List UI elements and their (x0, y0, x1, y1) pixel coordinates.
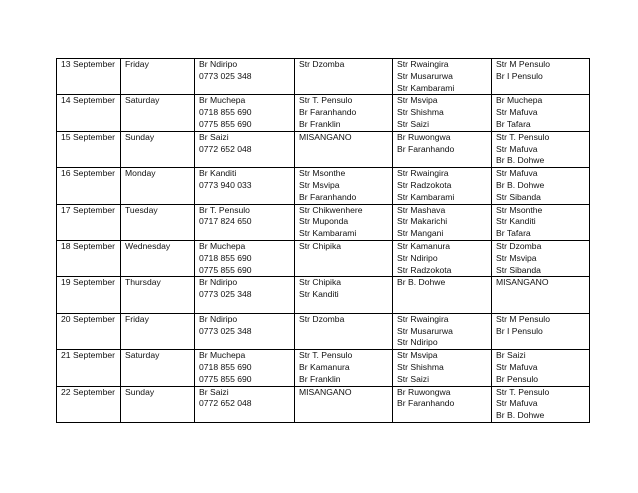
cell-line: Str T. Pensulo (496, 386, 550, 397)
cell-line: Br Ruwongwa (397, 386, 451, 397)
cell-line: Str Msvipa (299, 179, 340, 190)
cell-line: 0718 855 690 (199, 107, 252, 118)
cell-line: Br Ndiripo (199, 313, 238, 324)
cell-line: Br Saizi (199, 131, 229, 142)
table-row (57, 313, 590, 349)
cell-line: Br I Pensulo (496, 325, 543, 336)
cell-line: Br Kamanura (299, 361, 350, 372)
day-cell (121, 313, 195, 349)
cell-line: Str Musarurwa (397, 325, 453, 336)
date-cell (57, 168, 121, 204)
cell-line: Str Kambarami (299, 228, 357, 239)
cell-line: Br I Pensulo (496, 70, 543, 81)
roster-table (56, 58, 590, 423)
cell-line: Str Kamanura (397, 240, 451, 251)
contact-cell (195, 313, 295, 349)
cell-line: Str Saizi (397, 118, 429, 129)
group-b-cell (393, 131, 492, 167)
cell-line: 0773 940 033 (199, 179, 252, 190)
cell-line: Str Kambarami (397, 82, 455, 93)
day-text: Sunday (125, 131, 155, 142)
cell-line: Br Muchepa (199, 95, 246, 106)
day-cell (121, 95, 195, 131)
cell-line: Str Kanditi (299, 289, 339, 300)
day-text: Tuesday (125, 204, 158, 215)
group-a-cell (295, 350, 393, 386)
cell-line: Br Faranhando (397, 398, 455, 409)
date-text: 20 September (61, 313, 115, 324)
cell-line: 0773 025 348 (199, 70, 252, 81)
table-row (57, 59, 590, 95)
cell-line: 0775 855 690 (199, 373, 252, 384)
cell-line: Br Faranhando (299, 107, 357, 118)
cell-line: Br Saizi (496, 350, 526, 361)
date-cell (57, 204, 121, 240)
table-row (57, 277, 590, 313)
group-c-cell (492, 350, 590, 386)
group-b-cell (393, 95, 492, 131)
group-a-cell (295, 204, 393, 240)
date-text: 14 September (61, 95, 115, 106)
contact-cell (195, 95, 295, 131)
cell-line: Str M Pensulo (496, 59, 550, 69)
date-text: 18 September (61, 240, 115, 251)
cell-line: Br B. Dohwe (496, 410, 545, 421)
cell-line: Str Rwaingira (397, 59, 449, 69)
cell-line: Br T. Pensulo (199, 204, 250, 215)
group-a-cell (295, 386, 393, 422)
date-cell (57, 59, 121, 95)
group-b-cell (393, 386, 492, 422)
cell-line: Br B. Dohwe (496, 155, 545, 166)
table-row (57, 168, 590, 204)
cell-line: MISANGANO (496, 277, 549, 288)
date-cell (57, 95, 121, 131)
contact-cell (195, 386, 295, 422)
group-a-cell (295, 95, 393, 131)
group-b-cell (393, 204, 492, 240)
cell-line: Br Ndiripo (199, 277, 238, 288)
cell-line: Str Msvipa (397, 350, 438, 361)
cell-line: Str Rwaingira (397, 313, 449, 324)
group-b-cell (393, 313, 492, 349)
cell-line: Str Msvipa (496, 252, 537, 263)
cell-line: MISANGANO (299, 386, 352, 397)
group-a-cell (295, 313, 393, 349)
cell-line: Br Saizi (199, 386, 229, 397)
date-text: 15 September (61, 131, 115, 142)
cell-line: Str Mafuva (496, 107, 538, 118)
cell-line: Str Mangani (397, 228, 444, 239)
cell-line: Str Mashava (397, 204, 446, 215)
cell-line: Br B. Dohwe (397, 277, 446, 288)
cell-line: Str Makarichi (397, 216, 448, 227)
cell-line: 0772 652 048 (199, 398, 252, 409)
contact-cell (195, 59, 295, 95)
cell-line: Br Franklin (299, 118, 341, 129)
date-text: 19 September (61, 277, 115, 288)
group-a-cell (295, 277, 393, 313)
day-text: Saturday (125, 350, 160, 361)
contact-cell (195, 204, 295, 240)
group-b-cell (393, 350, 492, 386)
roster-body (57, 59, 590, 423)
date-cell (57, 313, 121, 349)
cell-line: MISANGANO (299, 131, 352, 142)
cell-line: Str Mafuva (496, 361, 538, 372)
cell-line: 0718 855 690 (199, 361, 252, 372)
cell-line: Str Dzomba (299, 313, 345, 324)
contact-cell (195, 350, 295, 386)
cell-line: 0717 824 650 (199, 216, 252, 227)
group-c-cell (492, 386, 590, 422)
cell-line: Str Ndiripo (397, 337, 438, 348)
day-cell (121, 204, 195, 240)
day-text: Friday (125, 313, 149, 324)
cell-line: Br Tafara (496, 118, 531, 129)
group-b-cell (393, 59, 492, 95)
group-b-cell (393, 168, 492, 204)
cell-line: Str Msonthe (496, 204, 543, 215)
cell-line: Str T. Pensulo (496, 131, 550, 142)
group-a-cell (295, 168, 393, 204)
group-c-cell (492, 168, 590, 204)
day-text: Thursday (125, 277, 161, 288)
cell-line: Str Ndiripo (397, 252, 438, 263)
cell-line: Br Pensulo (496, 373, 539, 384)
contact-cell (195, 168, 295, 204)
table-row (57, 204, 590, 240)
cell-line: Str Chipika (299, 277, 342, 288)
group-c-cell (492, 131, 590, 167)
date-cell (57, 350, 121, 386)
date-cell (57, 277, 121, 313)
cell-line: Str Sibanda (496, 191, 541, 202)
day-text: Saturday (125, 95, 160, 106)
cell-line: Str Mafuva (496, 168, 538, 179)
cell-line: Str Mafuva (496, 398, 538, 409)
date-text: 22 September (61, 386, 115, 397)
date-text: 21 September (61, 350, 115, 361)
day-cell (121, 240, 195, 276)
cell-line: Br Kanditi (199, 168, 237, 179)
contact-cell (195, 131, 295, 167)
cell-line: Str Chipika (299, 240, 342, 251)
group-c-cell (492, 277, 590, 313)
cell-line: 0718 855 690 (199, 252, 252, 263)
cell-line: Br Franklin (299, 373, 341, 384)
cell-line: 0773 025 348 (199, 289, 252, 300)
cell-line: Str Radzokota (397, 179, 452, 190)
cell-line: Str M Pensulo (496, 313, 550, 324)
date-cell (57, 386, 121, 422)
group-c-cell (492, 313, 590, 349)
cell-line: Str Shishma (397, 107, 444, 118)
day-cell (121, 277, 195, 313)
cell-line: Str Msvipa (397, 95, 438, 106)
group-a-cell (295, 131, 393, 167)
date-text: 13 September (61, 59, 115, 69)
cell-line: Str Sibanda (496, 264, 541, 275)
cell-line: Br Faranhando (299, 191, 357, 202)
cell-line: Br Faranhando (397, 143, 455, 154)
cell-line: Str Chikwenhere (299, 204, 363, 215)
cell-line: Str Dzomba (299, 59, 345, 69)
table-row (57, 350, 590, 386)
cell-line: Str Musarurwa (397, 70, 453, 81)
cell-line: Str Kambarami (397, 191, 455, 202)
cell-line: Str Dzomba (496, 240, 542, 251)
cell-line: 0772 652 048 (199, 143, 252, 154)
table-row (57, 386, 590, 422)
cell-line: Str Radzokota (397, 264, 452, 275)
cell-line: 0775 855 690 (199, 264, 252, 275)
group-a-cell (295, 59, 393, 95)
day-cell (121, 350, 195, 386)
date-text: 16 September (61, 168, 115, 179)
cell-line: Str Muponda (299, 216, 349, 227)
date-text: 17 September (61, 204, 115, 215)
cell-line: Br Ndiripo (199, 59, 238, 69)
cell-line: Str Saizi (397, 373, 429, 384)
cell-line: Br Muchepa (496, 95, 543, 106)
contact-cell (195, 240, 295, 276)
cell-line: 0775 855 690 (199, 118, 252, 129)
cell-line: 0773 025 348 (199, 325, 252, 336)
cell-line: Str Msonthe (299, 168, 346, 179)
contact-cell (195, 277, 295, 313)
table-row (57, 131, 590, 167)
cell-line: Str Rwaingira (397, 168, 449, 179)
day-text: Friday (125, 59, 149, 69)
day-cell (121, 386, 195, 422)
cell-line: Str T. Pensulo (299, 350, 353, 361)
group-c-cell (492, 95, 590, 131)
day-text: Wednesday (125, 240, 171, 251)
day-cell (121, 131, 195, 167)
cell-line: Str Kanditi (496, 216, 536, 227)
table-row (57, 240, 590, 276)
day-text: Monday (125, 168, 156, 179)
group-c-cell (492, 59, 590, 95)
cell-line: Str Mafuva (496, 143, 538, 154)
date-cell (57, 131, 121, 167)
cell-line: Br Tafara (496, 228, 531, 239)
day-text: Sunday (125, 386, 155, 397)
cell-line: Br Muchepa (199, 240, 246, 251)
group-b-cell (393, 240, 492, 276)
group-c-cell (492, 240, 590, 276)
cell-line: Br B. Dohwe (496, 179, 545, 190)
cell-line: Str T. Pensulo (299, 95, 353, 106)
group-b-cell (393, 277, 492, 313)
date-cell (57, 240, 121, 276)
cell-line: Str Shishma (397, 361, 444, 372)
group-a-cell (295, 240, 393, 276)
day-cell (121, 168, 195, 204)
cell-line: Br Ruwongwa (397, 131, 451, 142)
table-row (57, 95, 590, 131)
day-cell (121, 59, 195, 95)
cell-line: Br Muchepa (199, 350, 246, 361)
group-c-cell (492, 204, 590, 240)
